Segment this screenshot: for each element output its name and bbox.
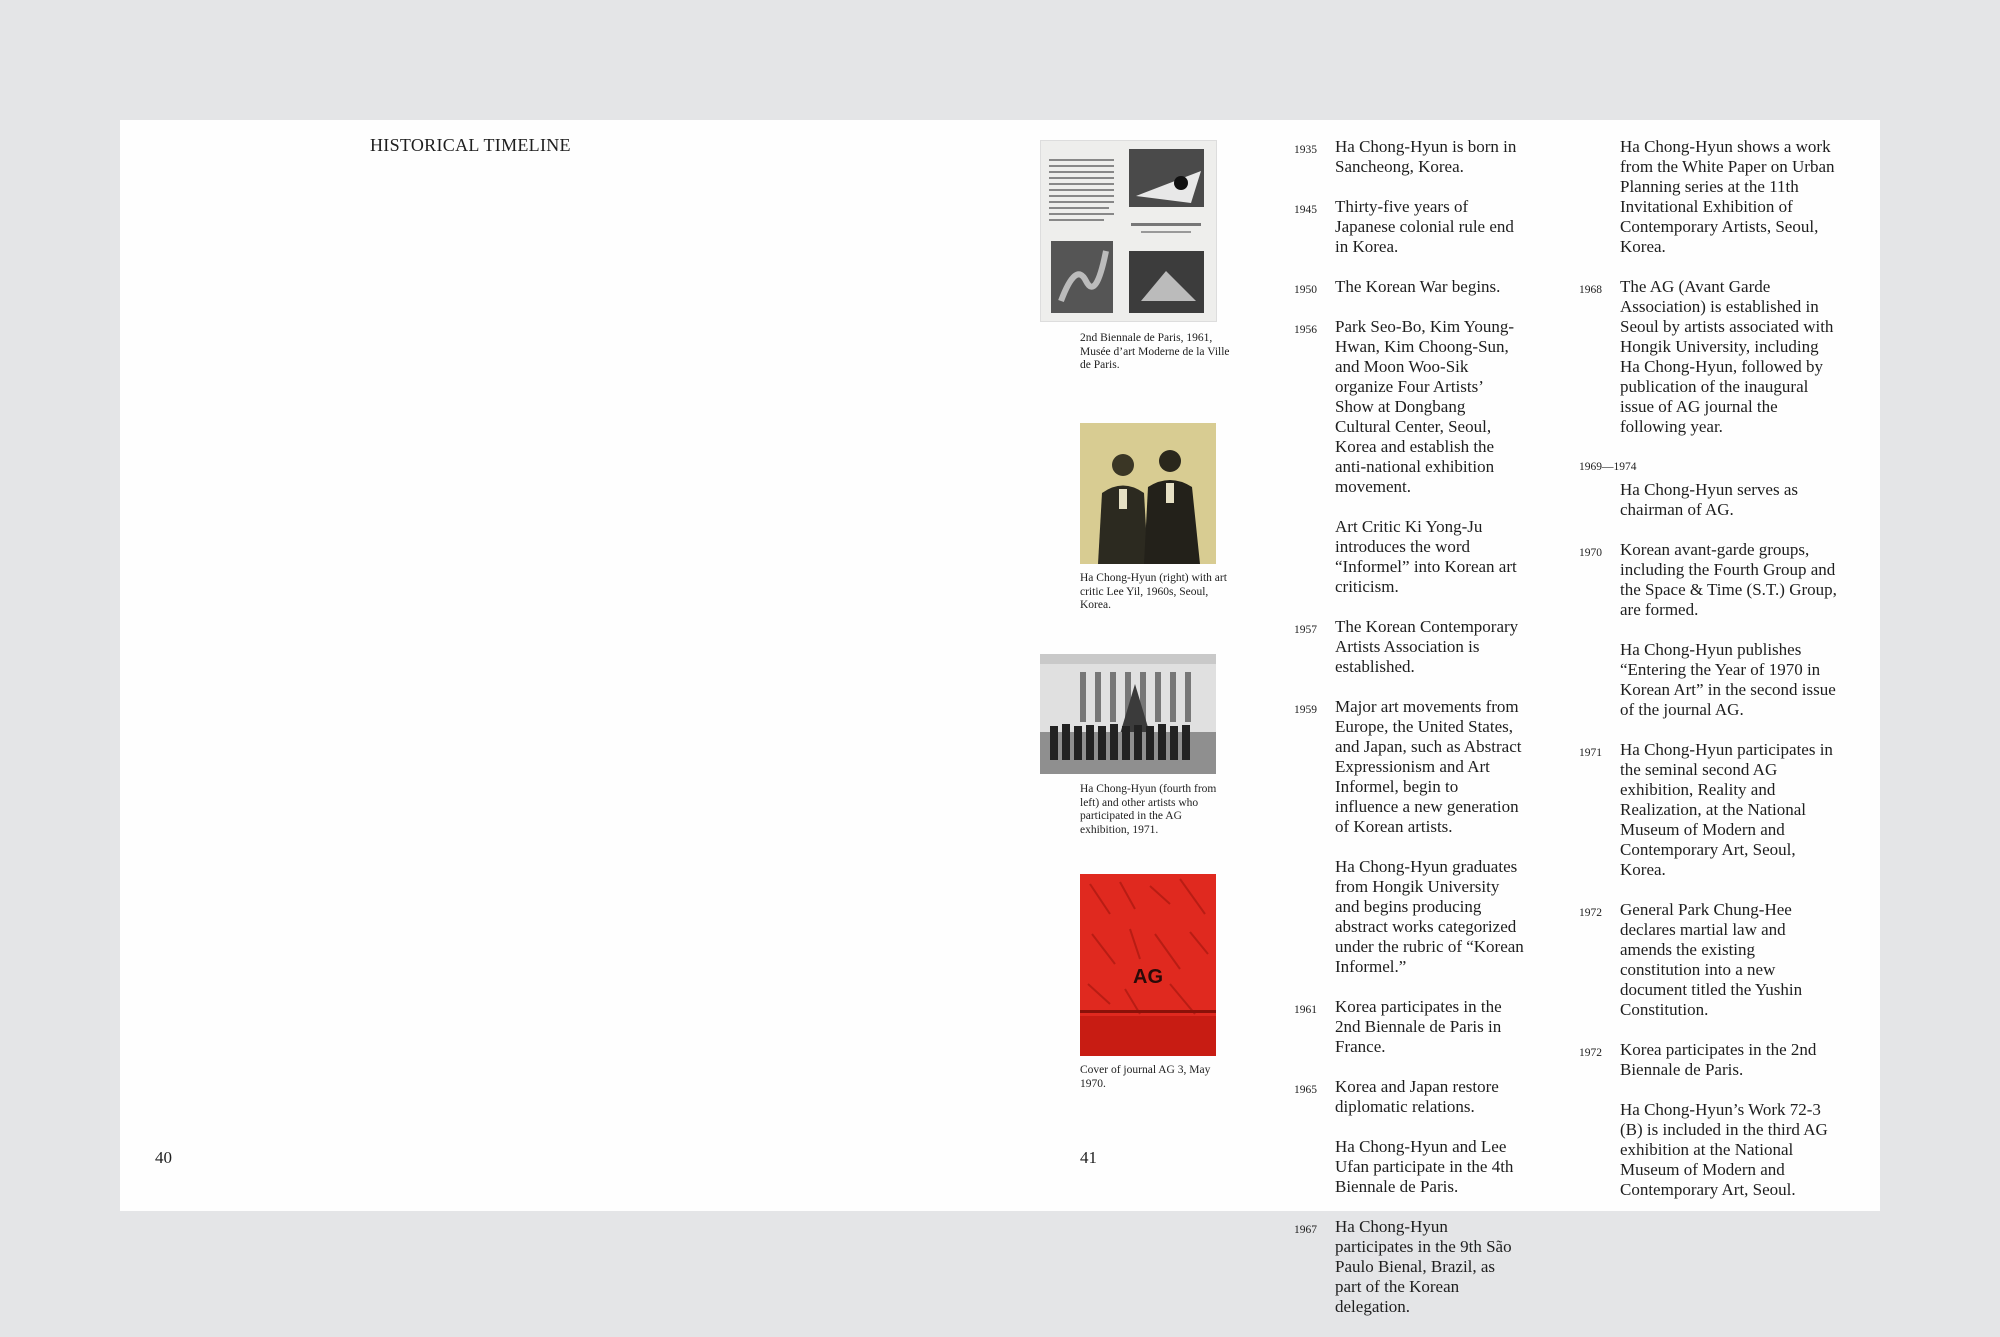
- timeline-entry: [1294, 517, 1524, 597]
- figure-caption: Cover of journal AG 3, May 1970.: [1080, 1064, 1211, 1090]
- timeline-text: Major art movements from Europe, the United States, and Japan, such as Abstract Expressionism and Art Informel, begin to influence a new generation of Korean artists.: [1335, 697, 1522, 836]
- timeline-entry: [1294, 317, 1524, 497]
- timeline-entry: [1579, 1040, 1839, 1080]
- timeline-text: Korea and Japan restore diplomatic relations.: [1335, 1077, 1499, 1116]
- timeline-entry: [1579, 900, 1839, 1020]
- timeline-entry: [1294, 1217, 1524, 1317]
- page-heading: HISTORICAL TIMELINE: [370, 135, 571, 155]
- timeline-column-left: [1294, 137, 1524, 1337]
- timeline-text: Ha Chong-Hyun shows a work from the White Paper on Urban Planning series at the 11th Invitational Exhibition of Contemporary Artists, Seoul, Korea.: [1620, 137, 1835, 256]
- timeline-entry: [1294, 997, 1524, 1057]
- timeline-year: 1959: [1294, 704, 1317, 716]
- timeline-text: Park Seo-Bo, Kim Young-Hwan, Kim Choong-Sun, and Moon Woo-Sik organize Four Artists’ Show at Dongbang Cultural Center, Seoul, Korea and establish the anti-national exhibition movement.: [1335, 317, 1514, 496]
- timeline-entry: [1294, 857, 1524, 977]
- timeline-text: Thirty-five years of Japanese colonial rule end in Korea.: [1335, 197, 1514, 256]
- catalog-page-image: [1041, 141, 1216, 321]
- book-spread: [120, 120, 1880, 1316]
- timeline-column-right: [1579, 137, 1839, 1220]
- journal-cover-title: AG: [1133, 966, 1163, 988]
- timeline-text: Ha Chong-Hyun serves as chairman of AG.: [1620, 480, 1798, 519]
- timeline-entry: [1294, 697, 1524, 837]
- timeline-text: Ha Chong-Hyun publishes “Entering the Year of 1970 in Korean Art” in the second issue of the journal AG.: [1620, 640, 1836, 719]
- timeline-text: Ha Chong-Hyun is born in Sancheong, Korea.: [1335, 137, 1517, 176]
- timeline-year: 1969—1974: [1579, 461, 1637, 473]
- timeline-text: The Korean Contemporary Artists Association is established.: [1335, 617, 1519, 676]
- timeline-entry: [1294, 1077, 1524, 1117]
- timeline-entry: [1579, 137, 1839, 257]
- timeline-text: General Park Chung-Hee declares martial law and amends the existing constitution into a new document titled the Yushin Constitution.: [1620, 900, 1803, 1019]
- timeline-entry: [1579, 740, 1839, 880]
- timeline-text: Ha Chong-Hyun’s Work 72-3 (B) is included in the third AG exhibition at the National Museum of Modern and Contemporary Art, Seoul.: [1620, 1100, 1828, 1199]
- page-number-right: 41: [1080, 1148, 1097, 1167]
- timeline-year: 1935: [1294, 144, 1317, 156]
- timeline-text: Ha Chong-Hyun and Lee Ufan participate in the 4th Biennale de Paris.: [1335, 1137, 1514, 1196]
- timeline-entry: [1294, 277, 1524, 297]
- timeline-entry: [1579, 540, 1839, 620]
- page-number-left: 40: [155, 1148, 172, 1167]
- timeline-entry: [1579, 640, 1839, 720]
- timeline-entry: [1579, 1100, 1839, 1200]
- timeline-year: 1967: [1294, 1224, 1317, 1236]
- timeline-entry: [1579, 277, 1839, 437]
- timeline-year: 1971: [1579, 747, 1602, 759]
- figure-caption: 2nd Biennale de Paris, 1961, Musée d’art Moderne de la Ville de Paris.: [1080, 332, 1230, 371]
- figure-portrait-photo: [1080, 423, 1216, 564]
- timeline-year: 1956: [1294, 324, 1317, 336]
- timeline-text: Ha Chong-Hyun participates in the 9th São Paulo Bienal, Brazil, as part of the Korean delegation.: [1335, 1217, 1512, 1316]
- journal-cover-texture: [1080, 874, 1216, 1056]
- timeline-entry: [1294, 137, 1524, 177]
- figure-caption: Ha Chong-Hyun (right) with art critic Lee Yil, 1960s, Seoul, Korea.: [1080, 572, 1227, 611]
- timeline-text: Korea participates in the 2nd Biennale de Paris.: [1620, 1040, 1817, 1079]
- timeline-year: 1945: [1294, 204, 1317, 216]
- timeline-entry: [1294, 617, 1524, 677]
- portrait-photo-image: [1080, 423, 1216, 564]
- timeline-year: 1968: [1579, 284, 1602, 296]
- timeline-text: The Korean War begins.: [1335, 277, 1501, 296]
- figure-caption: Ha Chong-Hyun (fourth from left) and other artists who participated in the AG exhibition, 1971.: [1080, 783, 1217, 836]
- timeline-year: 1972: [1579, 907, 1602, 919]
- timeline-text: Korean avant-garde groups, including the Fourth Group and the Space & Time (S.T.) Group, are formed.: [1620, 540, 1837, 619]
- timeline-text: Ha Chong-Hyun participates in the seminal second AG exhibition, Reality and Realization, at the National Museum of Modern and Contemporary Art, Seoul, Korea.: [1620, 740, 1833, 879]
- timeline-text: Korea participates in the 2nd Biennale de Paris in France.: [1335, 997, 1502, 1056]
- figure-ag-journal-cover: [1080, 874, 1216, 1056]
- figure-biennale-catalog: [1040, 140, 1217, 322]
- timeline-year: 1950: [1294, 284, 1317, 296]
- timeline-text: Ha Chong-Hyun graduates from Hongik University and begins producing abstract works categorized under the rubric of “Korean Informel.”: [1335, 857, 1524, 976]
- timeline-entry: [1294, 197, 1524, 257]
- timeline-year: 1972: [1579, 1047, 1602, 1059]
- figure-group-photo: [1040, 654, 1216, 774]
- timeline-entry: [1294, 1137, 1524, 1197]
- timeline-year: 1957: [1294, 624, 1317, 636]
- group-photo-image: [1040, 654, 1216, 774]
- timeline-entry: [1579, 457, 1839, 520]
- timeline-year: 1965: [1294, 1084, 1317, 1096]
- timeline-year: 1961: [1294, 1004, 1317, 1016]
- timeline-year: 1970: [1579, 547, 1602, 559]
- timeline-text: The AG (Avant Garde Association) is established in Seoul by artists associated with Hongik University, including Ha Chong-Hyun, followed by publication of the inaugural issue of AG journal the following year.: [1620, 277, 1834, 436]
- timeline-text: Art Critic Ki Yong-Ju introduces the word “Informel” into Korean art criticism.: [1335, 517, 1517, 596]
